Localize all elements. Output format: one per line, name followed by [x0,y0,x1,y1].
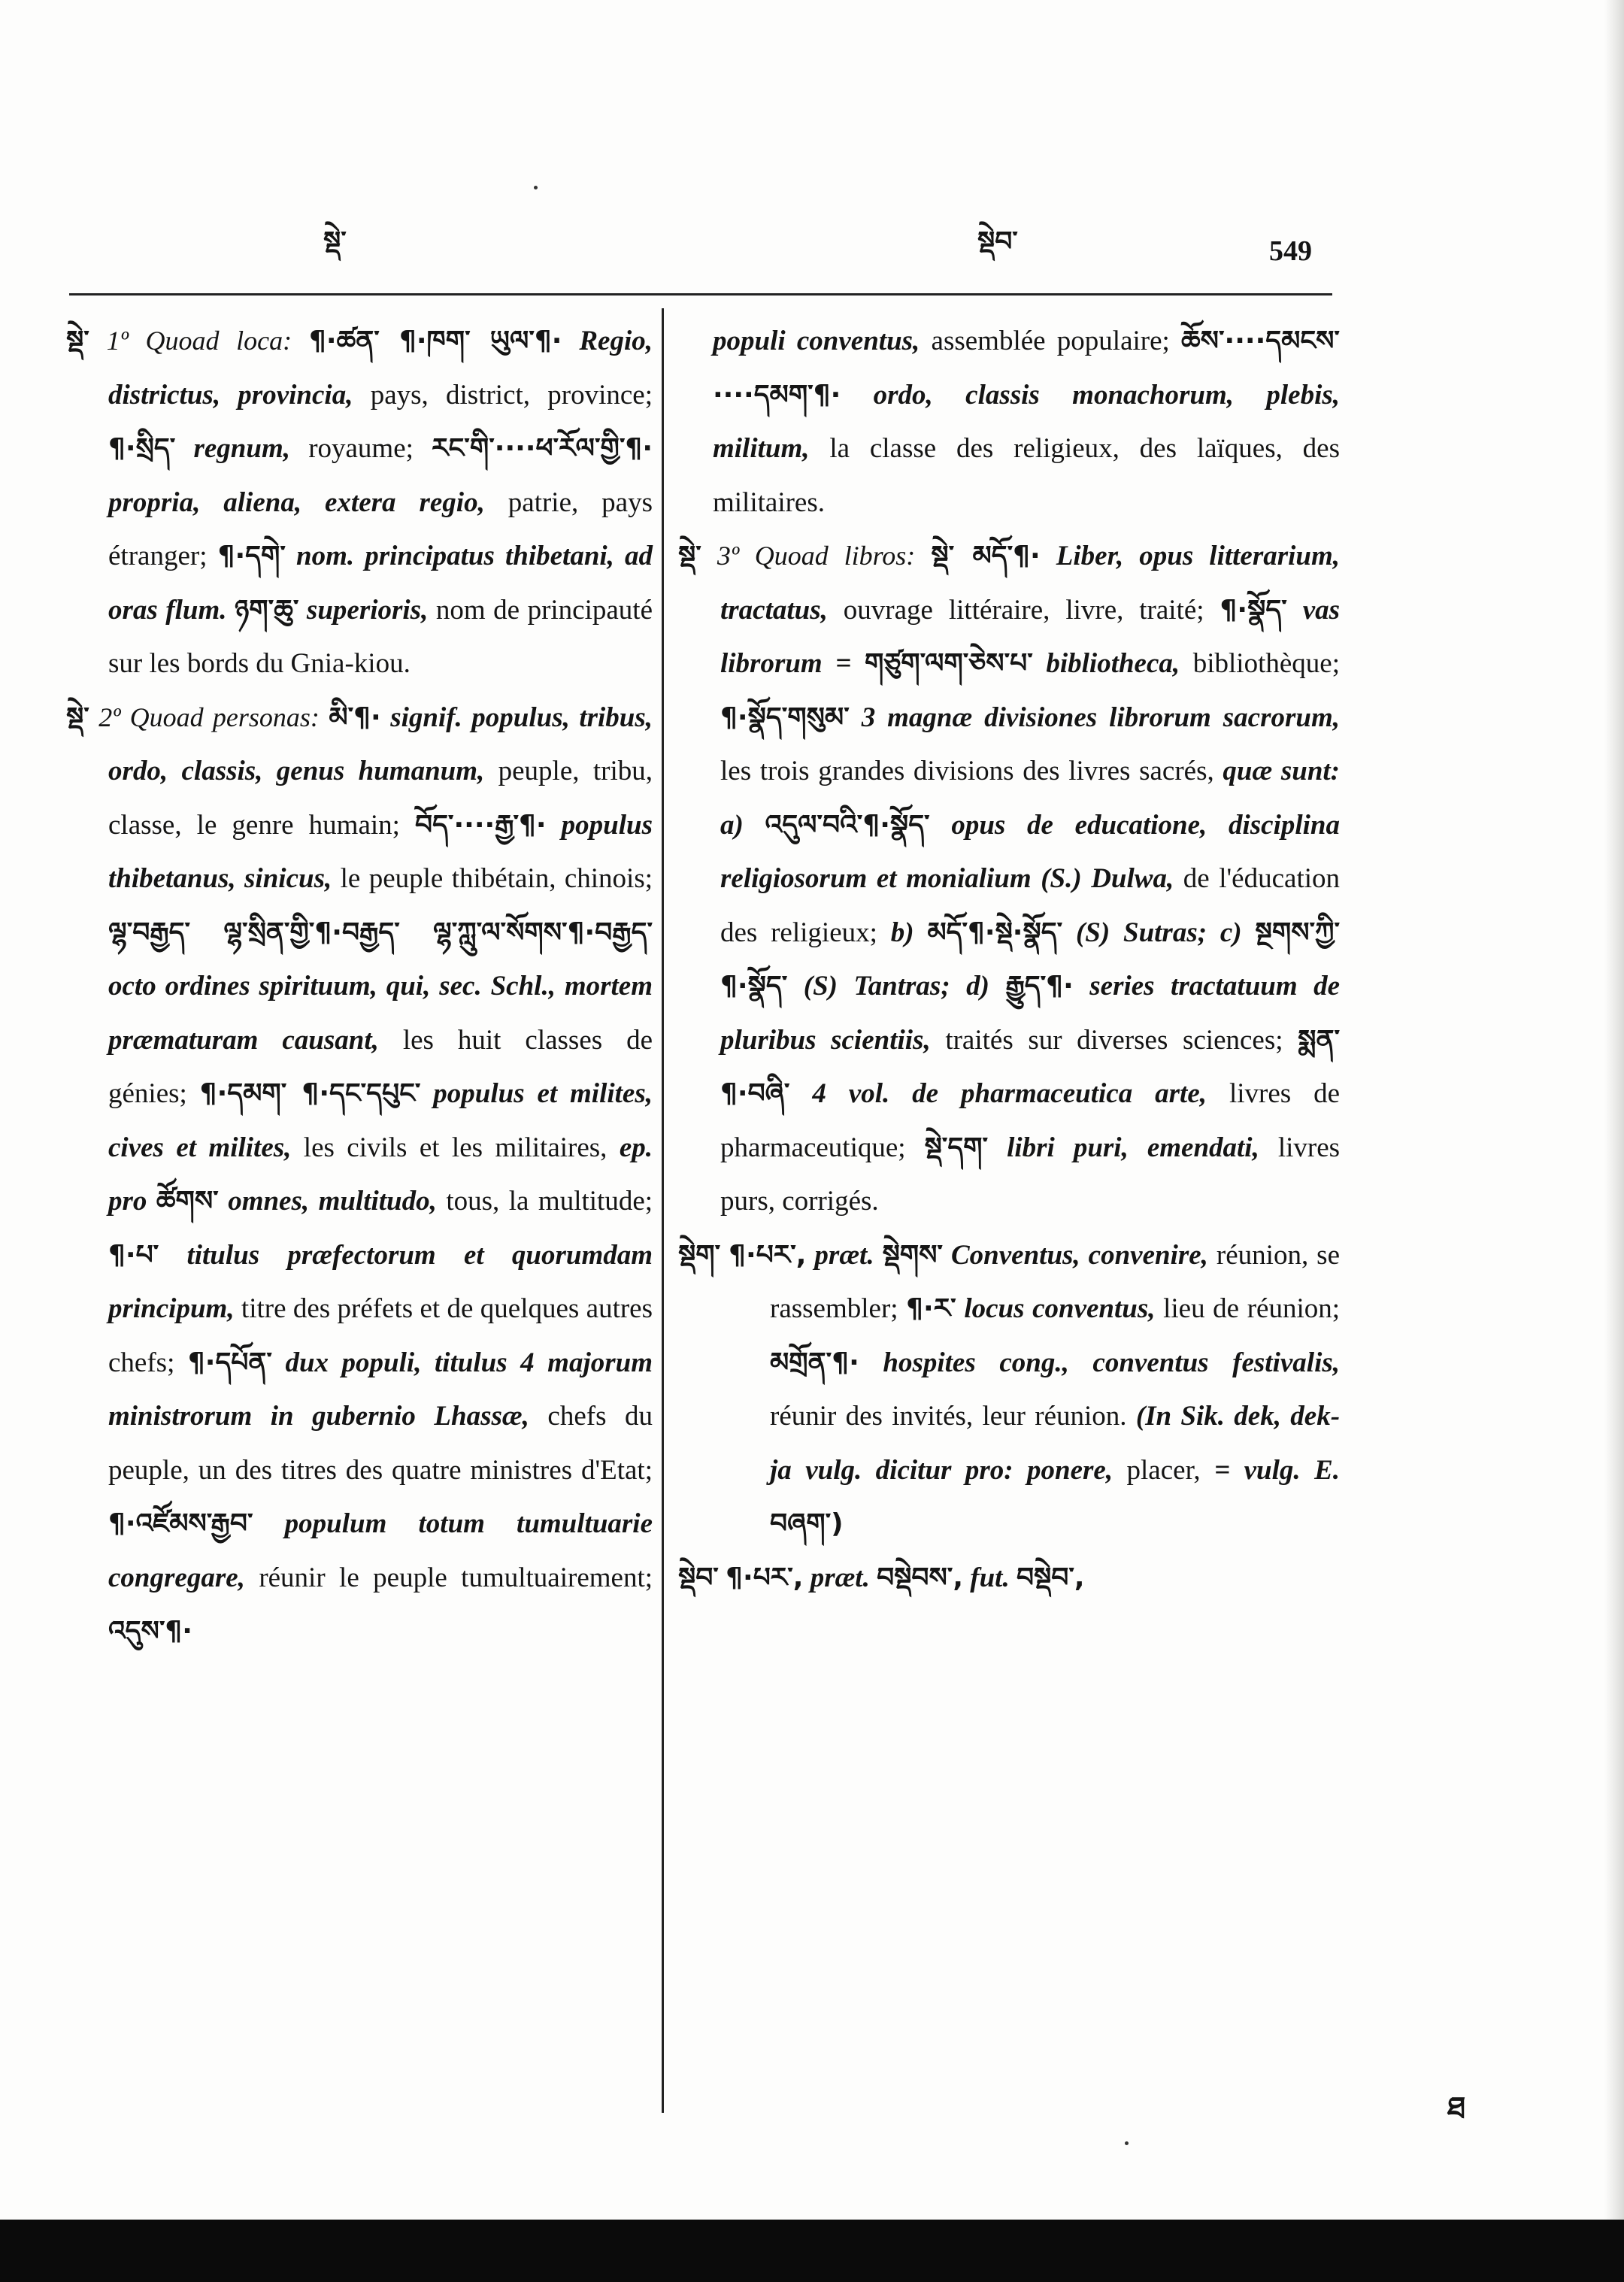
speck [534,186,538,189]
entry-sde-sense-2: སྡེ་ 2º Quoad personas: མི་¶· signif. populus, tribus, ordo, classis, genus humanum, peuple, tribu, classe, le genre humain; བོད་····རྒྱ་¶· populus thibetanus, sinicus, le peuple thibétain, chinois; ལྷ་བརྒྱད་ ལྷ་སྲིན་གྱི་¶·བརྒྱད་ ལྷ་ཀླུ་ལ་སོགས་¶·བརྒྱད་ octo ordines spirituum, qui, sec. Schl., mortem præmaturam causant, les huit classes de génies; ¶·དམག་ ¶·དང་དཔུང་ populus et milites, cives et milites, les civils et les militaires, ep. pro ཚོགས་ omnes, multitudo, tous, la multitude; ¶·པ་ titulus præfectorum et quorumdam principum, titre des préfets et de quelques autres chefs; ¶·དཔོན་ dux populi, titulus 4 majorum ministrorum in gubernio Lhassæ, chefs du peuple, un des titres des quatre ministres d'Etat; ¶·འཛོམས་རྒྱབ་ populum totum tumultuarie congregare, réunir le peuple tumultuairement; འདུས་¶· [66,702,653,1647]
page-number: 549 [1269,235,1312,267]
header-rule [69,293,1332,295]
signature-mark: ཐ [1447,2091,1466,2126]
entry-continuation: populi conventus, assemblée populaire; ཆོས་····དམངས་····དམག་¶· ordo, classis monachorum, plebis, militum, la classe des religieux, des laïques, des militaires. [713,326,1340,518]
right-column [678,314,1340,1605]
speck [1125,2141,1129,2145]
entry-sde-sense-1: སྡེ་ 1º Quoad loca: ¶·ཚན་ ¶·ཁག་ ཡུལ་¶· Regio, districtus, provincia, pays, district, province; ¶·སྲིད་ regnum, royaume; རང་གི་····ཕ་རོལ་གྱི་¶· propria, aliena, extera regio, patrie, pays étranger; ¶·དགེ་ nom. principatus thibetani, ad oras flum. ཉག་ཆུ་ superioris, nom de principauté sur les bords du Gnia-kiou. [66,326,653,679]
entry-sde-sense-3: སྡེ་ 3º Quoad libros: སྡེ་ མདོ་¶· Liber, opus litterarium, tractatus, ouvrage littéraire, livre, traité; ¶·སྣོད་ vas librorum = གཙུག་ལག་ཅེས་པ་ bibliotheca, bibliothèque; ¶·སྣོད་གསུམ་ 3 magnæ divisiones librorum sacrorum, les trois grandes divisions des livres sacrés, quæ sunt: a) འདུལ་བའི་¶·སྣོད་ opus de educatione, disciplina religiosorum et monialium (S.) Dulwa, de l'éducation des religieux; b) མདོ་¶·སྡེ·སྣོད་ (S) Sutras; c) སྔགས་ཀྱི་¶·སྣོད་ (S) Tantras; d) རྒྱུད་¶· series tractatuum de pluribus scientiis, traités sur diverses sciences; སྨན་¶·བཞི་ 4 vol. de pharmaceutica arte, livres de pharmaceutique; སྡེ་དག་ libri puri, emendati, livres purs, corrigés. [678,541,1341,1217]
page-header [68,203,1346,278]
running-headword-right: སྡེབ་ [977,226,1018,257]
scan-edge [1604,0,1624,2226]
left-column [66,314,653,1659]
column-divider [662,308,664,2113]
running-headword-left: སྡེ་ [323,226,347,257]
entry-sdeg: སྡེག་ ¶·པར་, præt. སྡེགས་ Conventus, convenire, réunion, se rassembler; ¶·ར་ locus conventus, lieu de réunion; མགྲོན་¶· hospites cong., conventus festivalis, réunir des invités, leur réunion. (In Sik. dek, dek-ja vulg. dicitur pro: ponere, placer, = vulg. E. བཞག་) [678,1239,1341,1539]
entry-sdeb: སྡེབ་ ¶·པར་, præt. བསྡེབས་, fut. བསྡེབ་, [678,1562,1085,1593]
scan-bottom-bar [0,2220,1624,2282]
